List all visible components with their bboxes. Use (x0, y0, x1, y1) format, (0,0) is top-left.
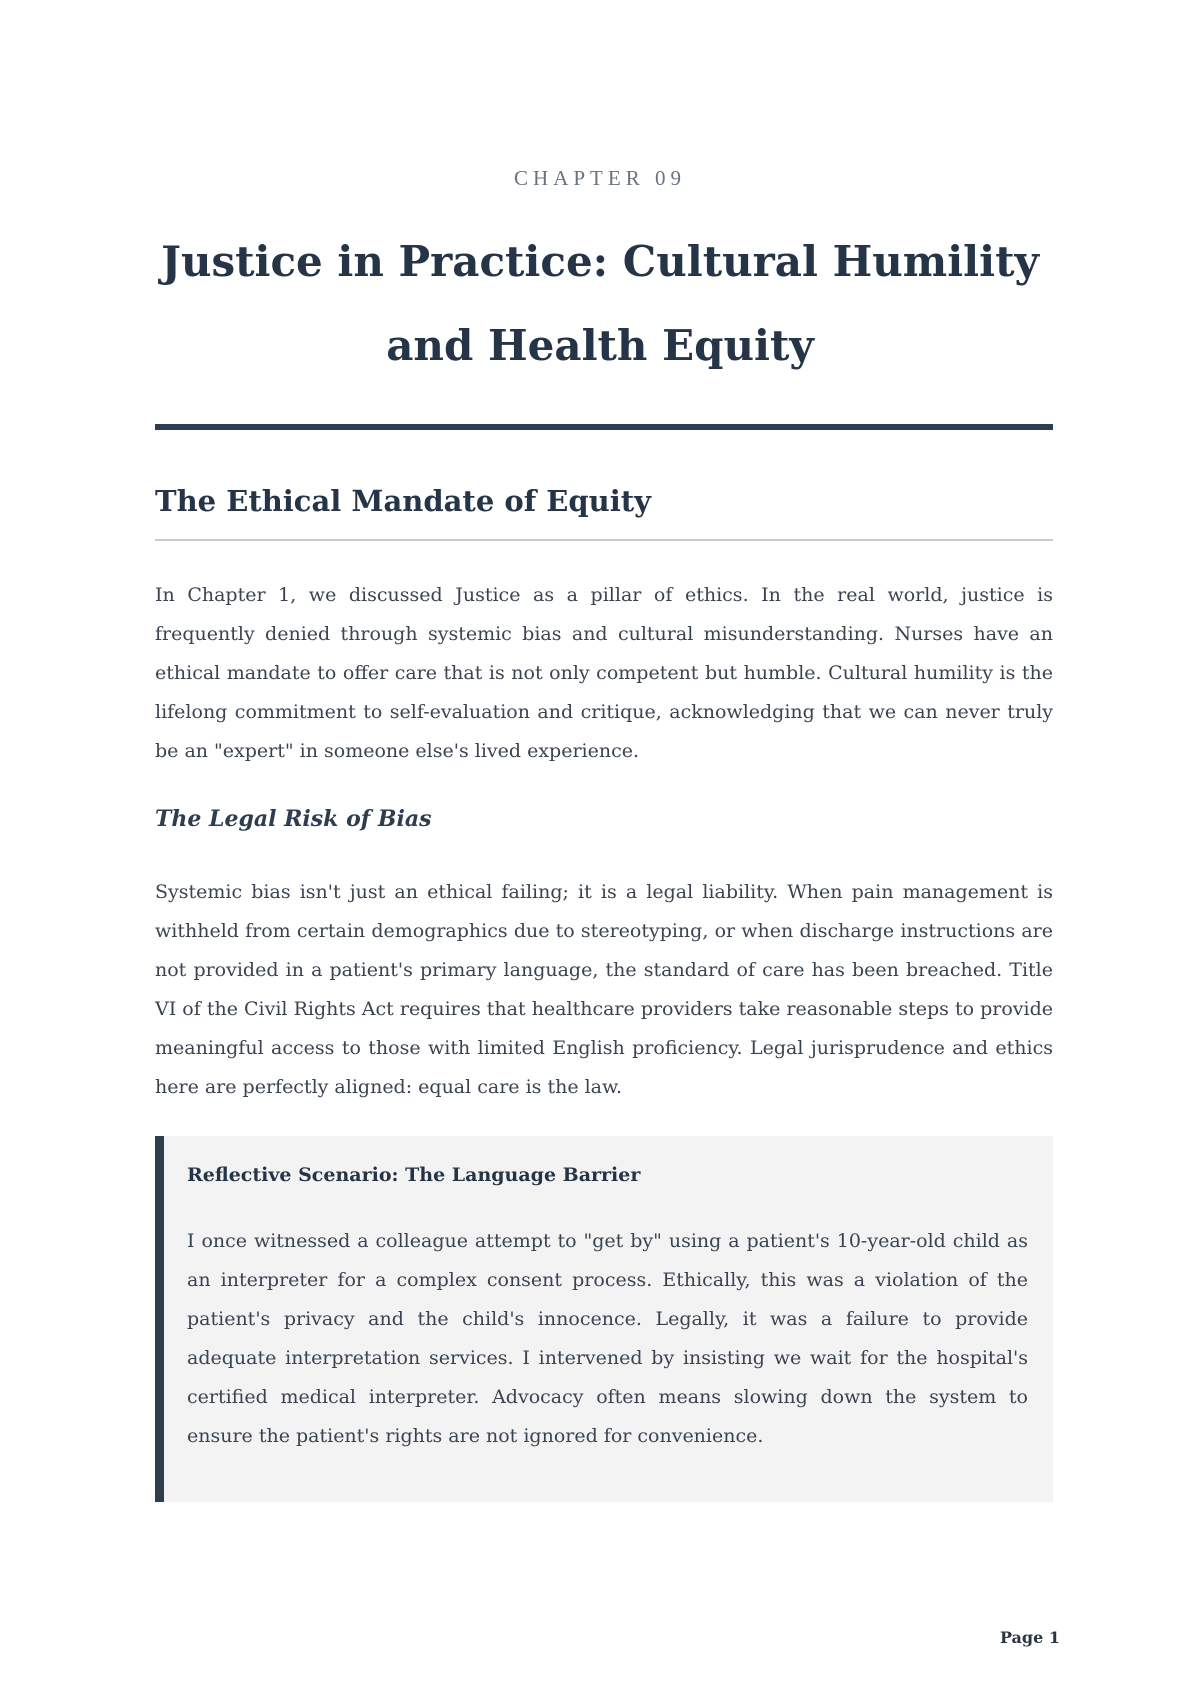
title-divider (155, 424, 1053, 430)
callout-body: I once witnessed a colleague attempt to "get by" using a patient's 10-year-old child as an interpreter for a complex consent process. Ethically, this was a violation of the patient's privacy and the child's innocence. Legally, it was a failure to provide adequate interpretation services. I intervened by insisting we wait for the hospital's certified medical interpreter. Advocacy often means slowing down the system to ensure the patient's rights are not ignored for convenience. (187, 1230, 1028, 1447)
page-number: Page 1 (999, 1628, 1060, 1647)
section-heading: The Ethical Mandate of Equity (155, 484, 652, 518)
section-divider (155, 539, 1053, 541)
section-paragraph: In Chapter 1, we discussed Justice as a pillar of ethics. In the real world, justice is frequently denied through systemic bias and cultural misunderstanding. Nurses have an ethical mandate to offer care that is not only competent but humble. Cultural humility is the lifelong commitment to self-evaluation and critique, acknowledging that we can never truly be an "expert" in someone else's lived experience. (155, 584, 1053, 762)
chapter-label: CHAPTER 09 (514, 166, 686, 190)
subsection-heading: The Legal Risk of Bias (155, 806, 432, 832)
subsection-paragraph: Systemic bias isn't just an ethical failing; it is a legal liability. When pain management is withheld from certain demographics due to stereotyping, or when discharge instructions are not provided in a patient's primary language, the standard of care has been breached. Title VI of the Civil Rights Act requires that healthcare providers take reasonable steps to provide meaningful access to those with limited English proficiency. Legal jurisprudence and ethics here are perfectly aligned: equal care is the law. (155, 881, 1053, 1098)
chapter-title: Justice in Practice: Cultural Humility and Health Equity (161, 237, 1039, 370)
callout-title: Reflective Scenario: The Language Barrier (187, 1164, 641, 1186)
